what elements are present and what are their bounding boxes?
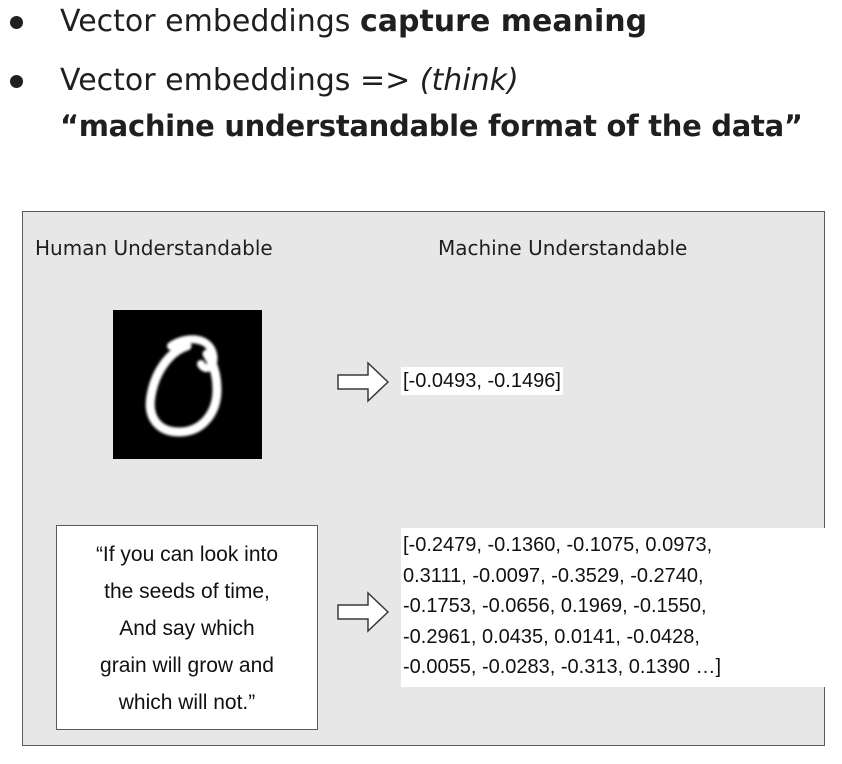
bullet-italic-text: (think) — [419, 63, 519, 98]
vector-line: -0.0055, -0.0283, -0.313, 0.1390 …] — [403, 656, 721, 678]
vector-line: -0.2961, 0.0435, 0.0141, -0.0428, — [403, 625, 700, 648]
handwritten-zero-image — [113, 310, 262, 459]
bullet-text: Vector embeddings — [60, 4, 360, 39]
comparison-panel — [22, 211, 825, 746]
vector-line: [-0.2479, -0.1360, -0.1075, 0.0973, — [403, 534, 713, 556]
human-understandable-heading: Human Understandable — [35, 236, 273, 260]
quote-line: which will not.” — [118, 691, 256, 714]
bullet-text: Vector embeddings => — [60, 63, 420, 98]
text-embedding-vector — [401, 528, 825, 687]
vector-line: 0.3111, -0.0097, -0.3529, -0.2740, — [403, 564, 704, 587]
quote-line: “If you can look into — [95, 543, 279, 566]
quote-line: the seeds of time, — [104, 580, 270, 603]
hollow-right-arrow-icon — [336, 590, 390, 634]
hollow-right-arrow-icon — [336, 360, 390, 404]
bullet-bold-text: capture meaning — [359, 4, 648, 39]
quote-text-box — [56, 525, 318, 730]
machine-understandable-heading: Machine Understandable — [438, 236, 688, 260]
bullet-dot-icon — [10, 75, 23, 88]
image-embedding-vector: [-0.0493, -0.1496] — [401, 367, 563, 395]
vector-line: -0.1753, -0.0656, 0.1969, -0.1550, — [403, 595, 707, 617]
quote-line: grain will grow and — [100, 654, 274, 677]
bullet-item-think — [60, 59, 519, 103]
quote-line: And say which — [119, 617, 255, 640]
bullet-bold-quote: “machine understandable format of the data” — [60, 109, 803, 143]
bullet-item-capture-meaning — [60, 0, 647, 44]
handwritten-zero-icon — [113, 310, 262, 459]
bullet-dot-icon — [10, 16, 23, 29]
